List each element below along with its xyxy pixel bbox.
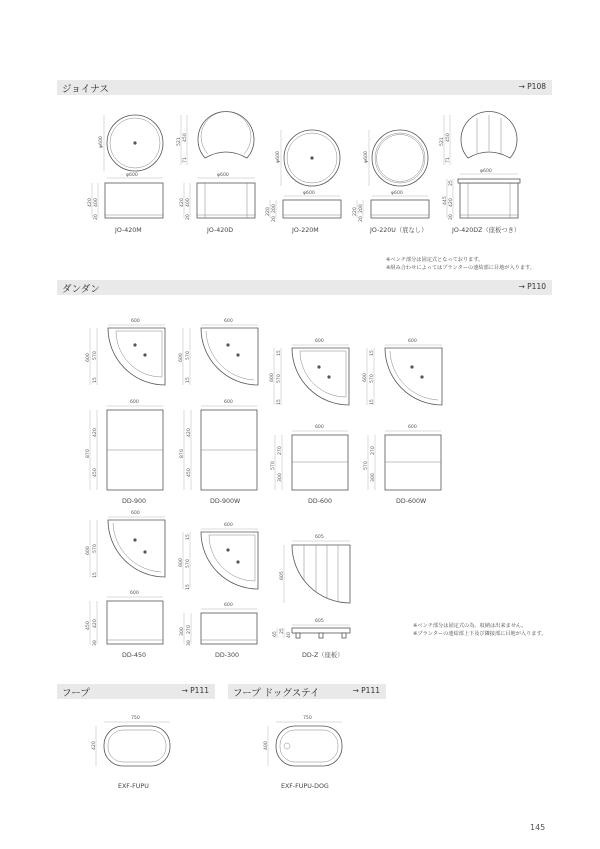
side-view [385, 435, 441, 490]
dim-text: 570 [93, 351, 98, 360]
dim-text: 40 [287, 632, 292, 638]
side-view [371, 200, 429, 218]
page-reference: → P111 [181, 686, 209, 695]
dim-text: 20 [449, 214, 454, 220]
drawing-dd-600w [362, 338, 442, 505]
dim-text: φ600 [303, 191, 315, 196]
dim-text: 570 [186, 351, 191, 360]
note-line: ※ベンチ部分は固定式の為、収納は出来ません。 [413, 623, 527, 629]
dim-text: 15 [277, 350, 282, 356]
dim-text: 521 [440, 137, 445, 146]
note-line: ※組み合わせによってはプランターの連結部に目地が入ります。 [386, 265, 535, 271]
dim-text: 600 [224, 400, 233, 405]
side-view [283, 200, 341, 218]
product-label: DD-600 [308, 498, 332, 505]
dim-text: 750 [131, 716, 140, 721]
dim-text: 420 [187, 428, 192, 437]
dim-text: 200 [272, 204, 277, 213]
side-view [197, 183, 255, 218]
dim-text: 600 [315, 339, 324, 344]
dim-text: 600 [224, 523, 233, 528]
product-label: DD-Z（座板） [302, 652, 344, 659]
product-label: EXF-FUPU [118, 783, 149, 790]
dim-text: 15 [370, 350, 375, 356]
drain-hole [143, 353, 146, 356]
dim-text: 450 [86, 621, 91, 630]
dim-text: 600 [315, 425, 324, 430]
dim-text: φ600 [217, 173, 229, 178]
dim-text: 20 [272, 216, 277, 222]
dim-text: 420 [449, 198, 454, 207]
dim-text: 445 [443, 196, 448, 205]
drawing-dd-600 [269, 338, 349, 505]
product-label: DD-300 [215, 652, 239, 659]
page-reference: → P108 [518, 82, 546, 91]
dim-text: 400 [264, 741, 269, 750]
product-label: DD-600W [396, 498, 427, 505]
side-view-board [292, 628, 350, 633]
dim-text: 570 [277, 374, 282, 383]
dim-text: 450 [93, 468, 98, 477]
dim-text: 71 [446, 157, 451, 163]
dim-text: 20 [186, 214, 191, 220]
note-line: ※ベンチ部分は固定式となっております。 [386, 257, 484, 263]
dim-text: 600 [130, 400, 139, 405]
dim-text: 521 [177, 137, 182, 146]
dim-text: φ600 [391, 191, 403, 196]
drain-hole [143, 550, 146, 553]
top-view-quarter [201, 532, 258, 589]
dim-text: 270 [187, 625, 192, 634]
dim-text: φ600 [126, 173, 138, 178]
dim-text: 300 [278, 473, 283, 482]
drain-hole [420, 375, 423, 378]
product-label: DD-450 [122, 652, 146, 659]
dim-text: 65 [273, 631, 278, 637]
dim-text: 300 [180, 627, 185, 636]
dim-text: 30 [187, 640, 192, 646]
dim-text: 600 [224, 319, 233, 324]
drain-hole [226, 343, 229, 346]
drain-hole [226, 548, 229, 551]
dim-text: 400 [94, 198, 99, 207]
leg [342, 633, 346, 638]
leg [319, 633, 323, 638]
dim-text: φ600 [276, 151, 281, 163]
top-view-circle [372, 130, 428, 186]
leg [296, 633, 300, 638]
dim-text: φ600 [364, 151, 369, 163]
drawing-jo-420d [176, 111, 255, 234]
side-view [105, 183, 163, 218]
drain-hole [410, 365, 413, 368]
top-view-seatboard [292, 545, 350, 603]
top-view-oval [104, 726, 170, 766]
dim-text: 420 [88, 198, 93, 207]
dim-text: 450 [183, 133, 188, 142]
drawing-jo-420m [87, 115, 163, 234]
dim-text: 300 [371, 473, 376, 482]
dim-text: 270 [278, 446, 283, 455]
page-number: 145 [530, 823, 546, 832]
product-label: JO-420DZ（座板つき） [452, 227, 521, 234]
drawing-dd-300 [178, 522, 258, 659]
drain-hole [236, 560, 239, 563]
dim-text: 605 [315, 535, 324, 540]
dim-text: 605 [280, 571, 285, 580]
dim-text: 400 [186, 198, 191, 207]
dim-text: 600 [131, 319, 140, 324]
dim-text: 570 [370, 374, 375, 383]
dim-text: 570 [271, 461, 276, 470]
drain-hole [133, 538, 136, 541]
dim-text: 600 [179, 558, 184, 567]
dim-text: 25 [280, 628, 285, 634]
dim-text: 200 [359, 204, 364, 213]
dim-text: 870 [180, 449, 185, 458]
dim-text: 15 [370, 399, 375, 405]
section-title: ジョイナス [62, 84, 109, 95]
top-view-quarter [201, 328, 258, 385]
product-label: DD-900 [122, 498, 146, 505]
dim-text: 600 [179, 353, 184, 362]
dim-text: 450 [187, 468, 192, 477]
dim-text: 600 [270, 373, 275, 382]
drawing-exf-fupu-dog [263, 715, 342, 790]
dim-text: 570 [93, 544, 98, 553]
dim-text: 605 [315, 619, 324, 624]
drawing-jo-220m [265, 130, 341, 234]
drain-hole [327, 375, 330, 378]
product-label: JO-220M [292, 227, 319, 234]
page-reference: → P110 [518, 282, 546, 291]
dim-text: 600 [131, 511, 140, 516]
dim-text: φ600 [480, 169, 492, 174]
dim-text: 20 [94, 214, 99, 220]
drawing-jo-420dz [439, 111, 520, 234]
dim-text: 600 [408, 425, 417, 430]
drain-hole [317, 365, 320, 368]
dim-text: 220 [353, 207, 358, 216]
dim-text: 420 [180, 198, 185, 207]
top-view-quarter [108, 520, 165, 577]
side-view [107, 601, 163, 644]
dim-text: 15 [186, 584, 191, 590]
drain-hole [133, 343, 136, 346]
dim-text: 420 [93, 428, 98, 437]
drawing-dd-450 [85, 510, 165, 659]
dim-text: 270 [371, 446, 376, 455]
product-label: JO-220U（底なし） [370, 227, 428, 234]
drawing-exf-fupu [91, 715, 170, 790]
dim-text: 15 [277, 399, 282, 405]
dim-text: 450 [446, 133, 451, 142]
top-view-bench [198, 111, 254, 158]
top-view-quarter [108, 328, 165, 385]
dim-text: 15 [93, 572, 98, 578]
drawing-dd-900w [178, 318, 258, 505]
side-view [460, 183, 518, 218]
dim-text: 15 [186, 377, 191, 383]
dim-text: 570 [364, 461, 369, 470]
dim-text: 15 [93, 377, 98, 383]
side-view [201, 613, 257, 644]
drain-hole [133, 141, 136, 144]
dim-text: 870 [86, 449, 91, 458]
seat-board [458, 179, 520, 183]
product-label: JO-420D [207, 227, 234, 234]
section-title: フープ ドッグステイ [233, 688, 320, 699]
top-view-quarter [385, 348, 442, 405]
drain-hole [310, 156, 313, 159]
dim-text: 15 [186, 534, 191, 540]
dim-text: 600 [86, 546, 91, 555]
dim-text: 420 [92, 741, 97, 750]
dim-text: 600 [224, 603, 233, 608]
drawing-jo-220u [352, 130, 429, 234]
dim-text: φ600 [99, 136, 104, 148]
page-reference: → P111 [352, 686, 380, 695]
drawing-dd-900 [85, 318, 165, 505]
top-view-quarter [292, 348, 349, 405]
section-title: ダンダン [62, 284, 100, 295]
side-view [292, 435, 348, 490]
dim-text: 20 [359, 216, 364, 222]
product-label: JO-420M [115, 227, 142, 234]
dim-text: 71 [183, 157, 188, 163]
product-label: DD-900W [210, 498, 241, 505]
dim-text: 600 [363, 373, 368, 382]
drain-hole [236, 353, 239, 356]
dim-text: 30 [93, 640, 98, 646]
dim-text: 220 [266, 207, 271, 216]
top-view-oval [276, 726, 342, 766]
section-title: フープ [62, 688, 90, 699]
dim-text: 420 [93, 619, 98, 628]
dim-text: 600 [86, 353, 91, 362]
drawing-dd-z [272, 534, 350, 659]
dim-text: 600 [408, 339, 417, 344]
dim-text: 570 [186, 559, 191, 568]
product-label: EXF-FUPU-DOG [281, 783, 329, 790]
dim-text: 600 [130, 591, 139, 596]
dim-text: 25 [449, 180, 454, 186]
dim-text: 750 [303, 716, 312, 721]
note-line: ※プランターの連結部上下及び隣接部に目地が入ります。 [413, 631, 547, 637]
